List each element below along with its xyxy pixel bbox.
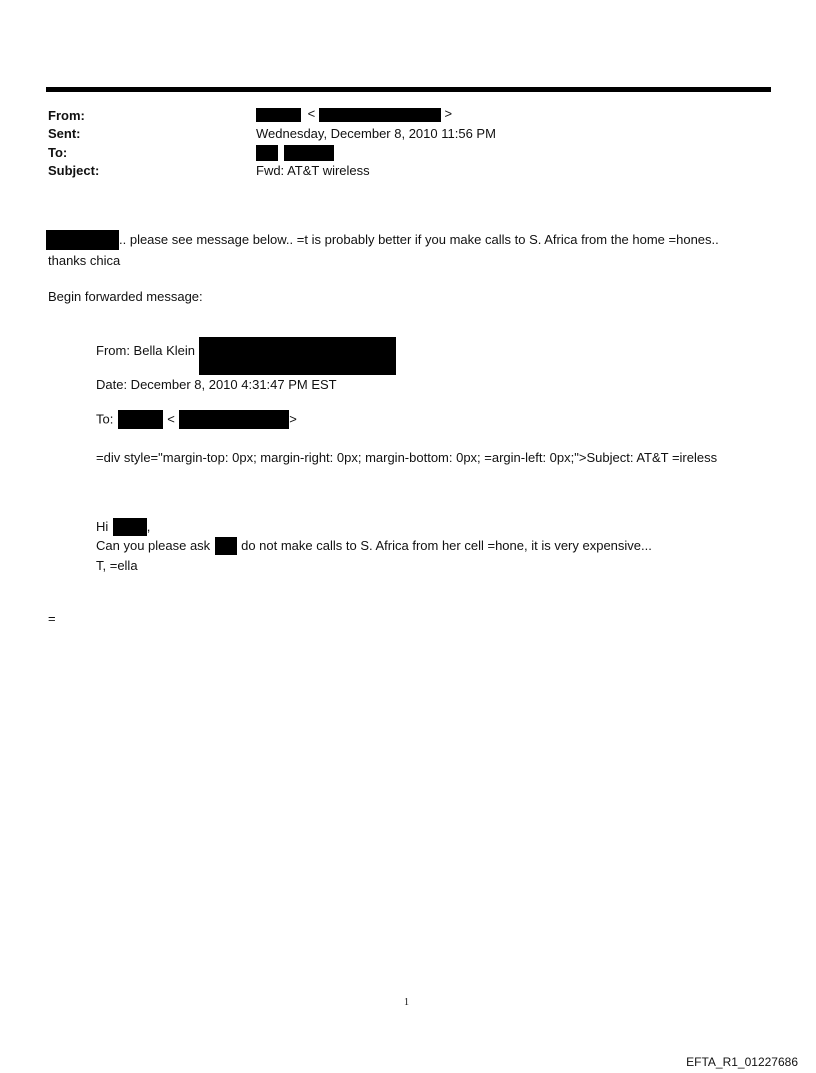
fwd-signature: T, =ella: [96, 558, 138, 573]
fwd-ask-prefix: Can you please ask: [96, 538, 211, 554]
header-rule: [46, 87, 771, 92]
body-line-1-text: .. please see message below.. =t is probably better if you make calls to S. Africa from the home =hones..: [119, 232, 719, 248]
fwd-ask-suffix: do not make calls to S. Africa from her cell =hone, it is very expensive...: [241, 538, 652, 554]
fwd-to-gt: >: [289, 411, 297, 427]
fwd-from-text: From: Bella Klein: [96, 343, 195, 358]
to-value: [256, 144, 334, 161]
from-value: [256, 106, 452, 122]
redaction-box: [215, 537, 237, 555]
subject-value: Fwd: AT&T wireless: [256, 163, 370, 178]
redaction-box: [319, 108, 441, 122]
redaction-box: [118, 410, 163, 429]
subject-label: Subject:: [48, 163, 100, 178]
redaction-box: [284, 145, 334, 161]
fwd-ask-line: [96, 537, 652, 557]
fwd-greeting: [96, 518, 150, 538]
body-line-1: [46, 230, 719, 252]
redaction-box: [199, 337, 396, 375]
to-label: To:: [48, 145, 68, 160]
redaction-box: [113, 518, 147, 536]
sent-label: Sent:: [48, 126, 81, 141]
trailer-text: =: [48, 611, 56, 626]
redaction-box: [179, 410, 289, 429]
from-lt: <: [307, 106, 316, 121]
fwd-from: [96, 337, 396, 375]
fwd-to-lt: <: [167, 411, 175, 427]
document-id: EFTA_R1_01227686: [686, 1055, 798, 1069]
from-label: From:: [48, 108, 85, 123]
redaction-box: [256, 108, 301, 122]
fwd-to: [96, 410, 297, 430]
from-gt: >: [444, 106, 453, 121]
fwd-to-label: To:: [96, 411, 114, 427]
page-number: 1: [404, 997, 409, 1008]
redaction-box: [46, 230, 119, 250]
fwd-div-line: =div style="margin-top: 0px; margin-right: 0px; margin-bottom: 0px; =argin-left: 0px;">Subject: AT&T =ireless: [96, 450, 718, 465]
fwd-hi-comma: ,: [146, 519, 151, 535]
sent-value: Wednesday, December 8, 2010 11:56 PM: [256, 126, 496, 141]
begin-forwarded: Begin forwarded message:: [48, 289, 203, 304]
fwd-hi: Hi: [96, 519, 109, 535]
body-line-2: thanks chica: [48, 253, 121, 268]
redaction-box: [256, 145, 278, 161]
fwd-date: Date: December 8, 2010 4:31:47 PM EST: [96, 377, 337, 392]
